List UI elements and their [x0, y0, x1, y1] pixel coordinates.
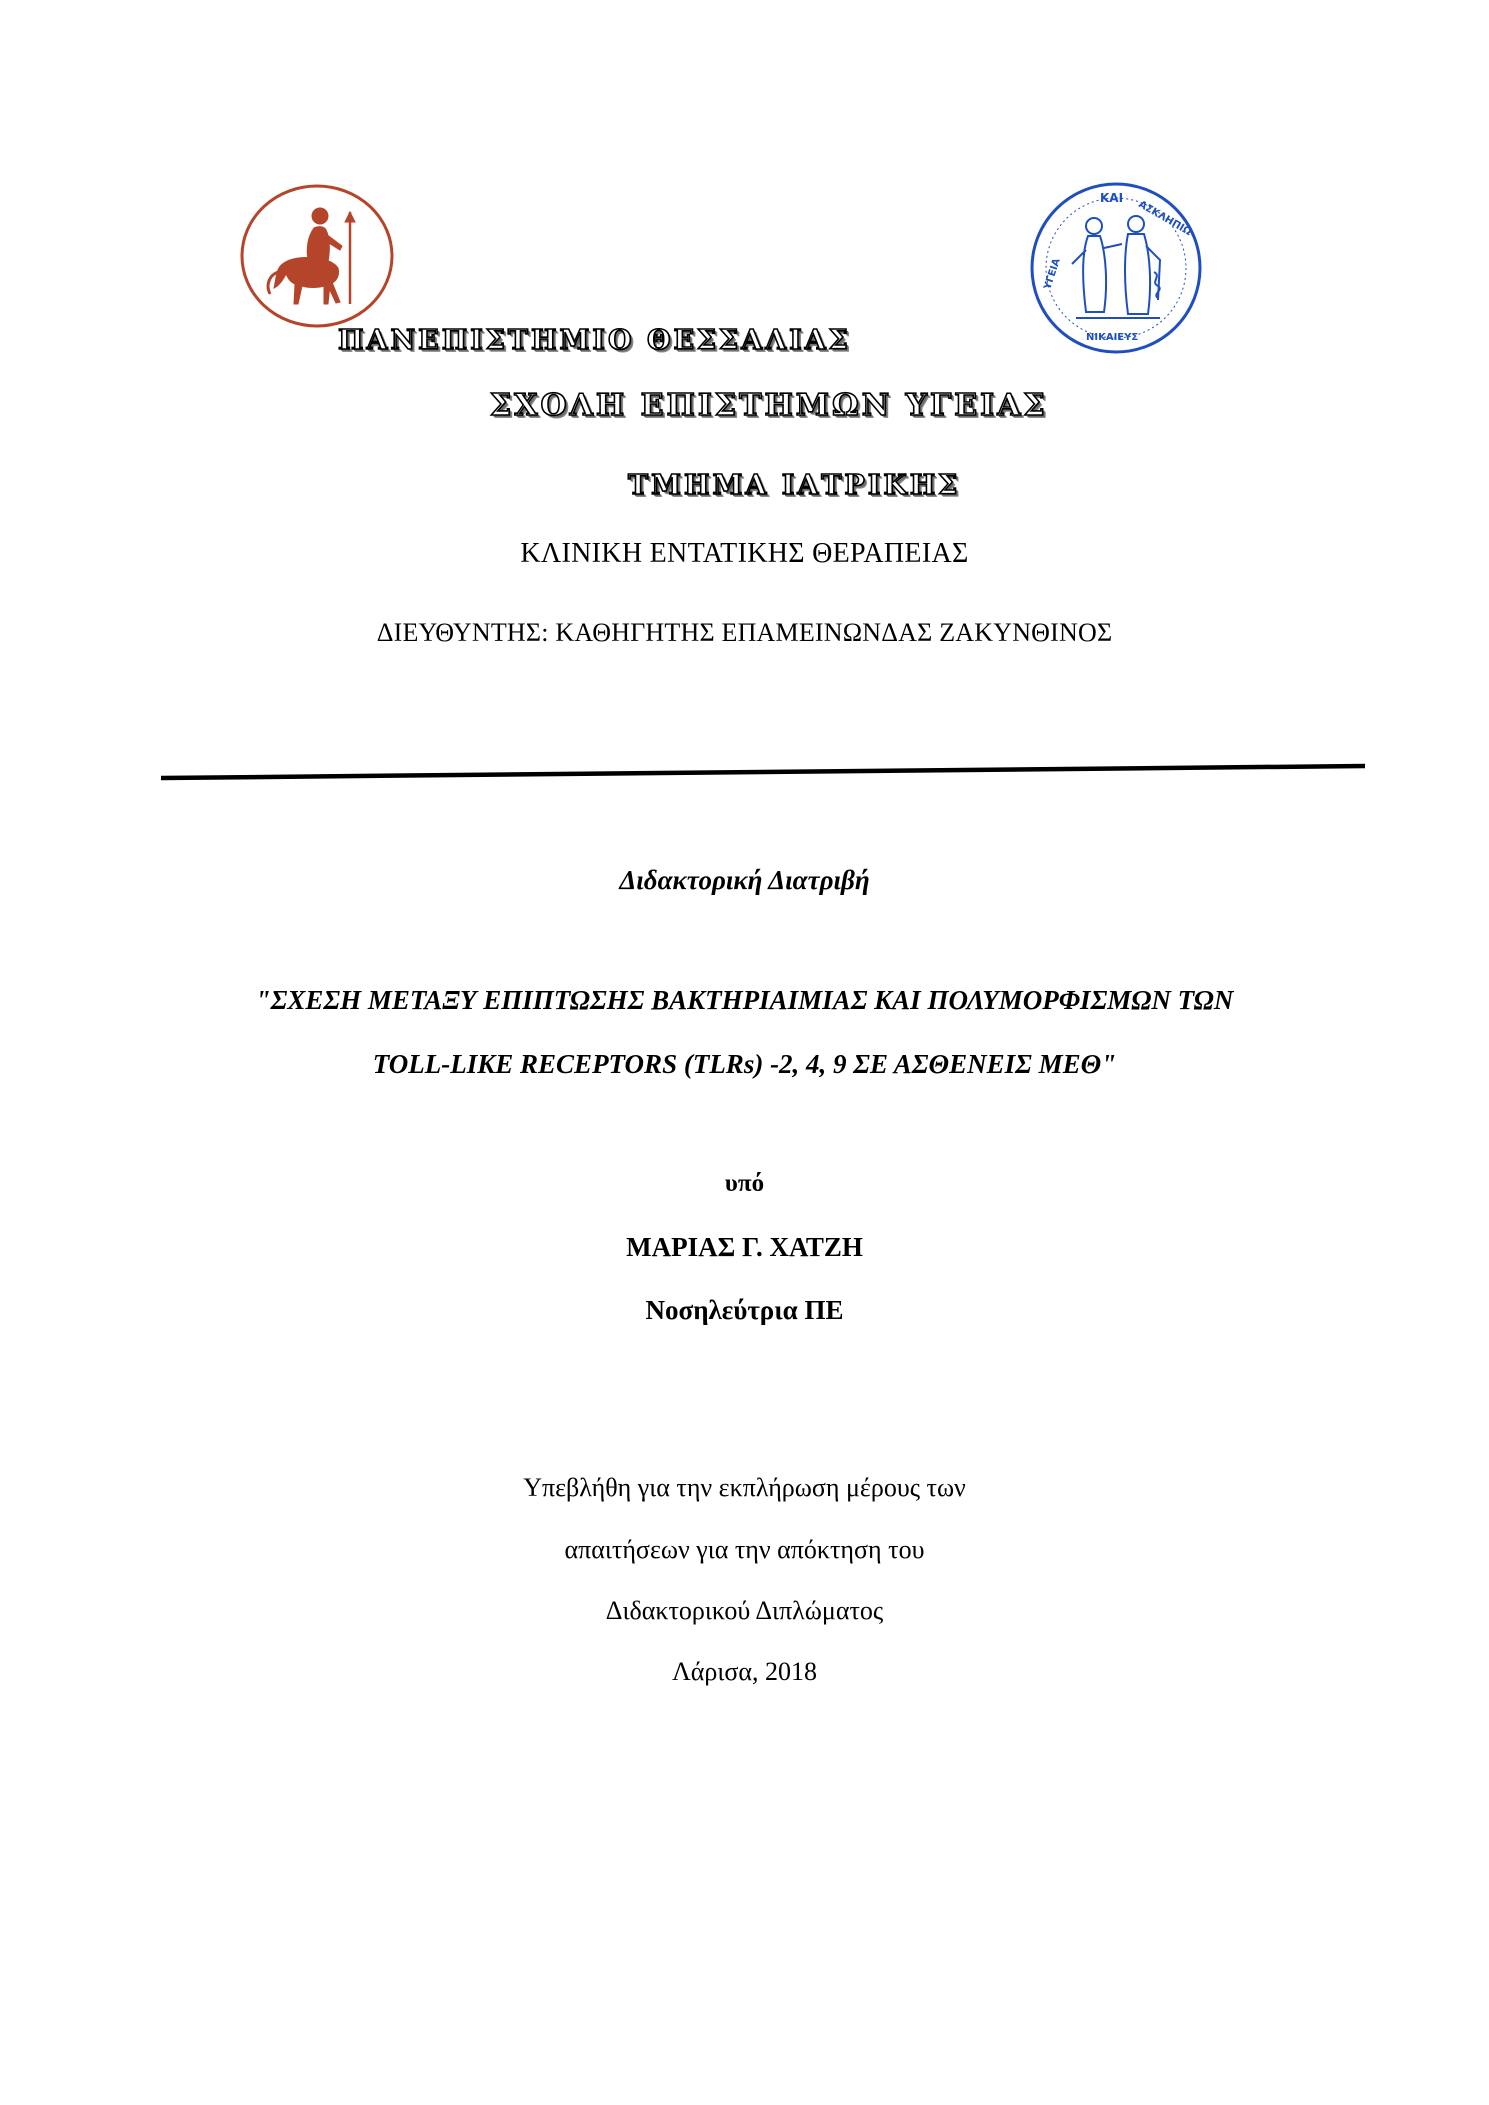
asclepius-hygieia-seal-icon: [1028, 180, 1204, 356]
university-name: ΠΑΝΕΠΙΣΤΗΜΙΟ ΘΕΣΣΑΛΙΑΣ: [338, 325, 851, 356]
clinic-name: ΚΛΙΝΙΚΗ ΕΝΤΑΤΙΚΗΣ ΘΕΡΑΠΕΙΑΣ: [520, 538, 969, 569]
department-name: ΤΜΗΜΑ ΙΑΤΡΙΚΗΣ: [628, 470, 961, 501]
author-role: Νοσηλεύτρια ΠΕ: [645, 1295, 844, 1325]
place-and-year: Λάρισα, 2018: [671, 1657, 818, 1686]
seal-lettering-kai: ΚΑΙ: [1100, 191, 1124, 205]
submission-line-1: Υπεβλήθη για την εκπλήρωση μέρους των: [523, 1473, 966, 1502]
thesis-title-line-2: TOLL-LIKE RECEPTORS (TLRs) -2, 4, 9 ΣΕ ΑΣΘΕΝΕΙΣ ΜΕΘ": [372, 1049, 1117, 1079]
school-name: ΣΧΟΛΗ ΕΠΙΣΤΗΜΩΝ ΥΓΕΙΑΣ: [490, 388, 1048, 423]
seal-lettering-asklipio: ΑΣΚΛΗΠΙΩ: [1136, 199, 1194, 239]
submission-line-2: απαιτήσεων για την απόκτηση του: [564, 1535, 925, 1564]
seal-lettering-ygeia: ΥΓΕΙΑ: [1042, 257, 1063, 291]
thesis-type: Διδακτορική Διατριβή: [619, 865, 870, 895]
director-line: ΔΙΕΥΘΥΝΤΗΣ: ΚΑΘΗΓΗΤΗΣ ΕΠΑΜΕΙΝΩΝΔΑΣ ΖΑΚΥΝΘΙΝΟΣ: [376, 618, 1113, 647]
by-label: υπό: [724, 1170, 765, 1197]
thesis-title-line-1: "ΣΧΕΣΗ ΜΕΤΑΞΥ ΕΠΙΠΤΩΣΗΣ ΒΑΚΤΗΡΙΑΙΜΙΑΣ ΚΑΙ ΠΟΛΥΜΟΡΦΙΣΜΩΝ ΤΩΝ: [255, 985, 1234, 1015]
submission-line-3: Διδακτορικού Διπλώματος: [605, 1596, 884, 1625]
author-name: ΜΑΡΙΑΣ Γ. ΧΑΤΖΗ: [626, 1232, 863, 1262]
seal-lettering-nikaieys: ΝΙΚΑΙΕΥΣ: [1086, 332, 1139, 343]
centaur-seal-icon: [238, 182, 396, 330]
